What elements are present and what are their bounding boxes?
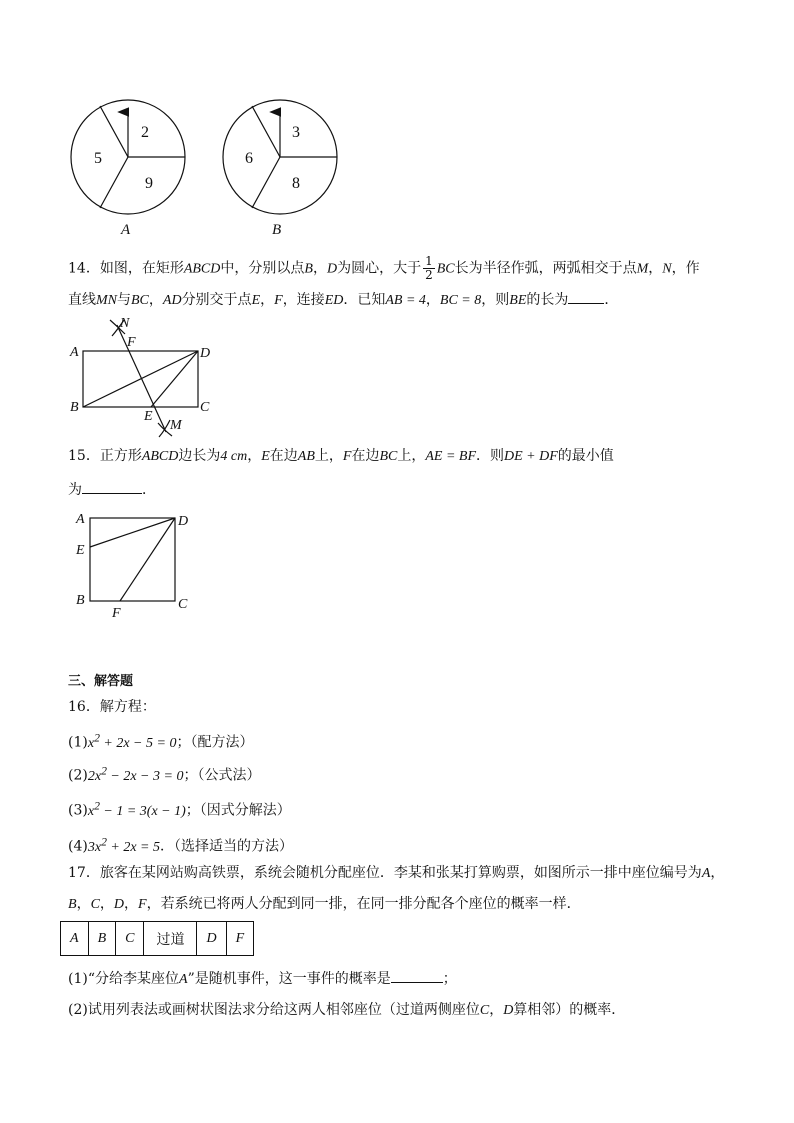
q14-segment-bd — [83, 351, 198, 407]
q15-line-2: 为 ． — [68, 479, 156, 500]
q17-sub-1: (1)“分给李某座位A”是随机事件，这一事件的概率是 ； — [68, 968, 457, 990]
q15-number: 15． — [68, 448, 100, 464]
q14-segment-ed — [151, 351, 198, 407]
q14-figure — [60, 310, 230, 440]
q17-line-2: B，C，D，F，若系统已将两人分配到同一排，在同一排分配各个座位的概率一样． — [68, 896, 581, 912]
spinner-a-sector-top: 2 — [141, 124, 149, 141]
q16-equation-4: $3x^2 + 2x = 5$ — [87, 835, 160, 855]
seat-f: F — [226, 922, 254, 956]
seat-aisle: 过道 — [144, 922, 197, 956]
spinner-a — [71, 100, 185, 214]
q16-equation-3: $x^2 - 1 = 3(x - 1)$ — [87, 799, 186, 819]
q15-segment-fd — [120, 518, 175, 601]
q17-answer-blank — [391, 968, 443, 983]
fraction-one-half: $\frac{1}{2}$ — [425, 254, 433, 282]
q17-sub-2: (2)试用列表法或画树状图法求分给这两人相邻座位（过道两侧座位C，D算相邻）的概率． — [68, 1002, 626, 1018]
q14-label-n: N — [120, 316, 130, 331]
spinner-b-sector-left: 6 — [245, 150, 253, 167]
spinner-b-label: B — [272, 222, 282, 238]
q14-number: 14． — [68, 260, 100, 277]
seat-a: A — [61, 922, 89, 956]
q15-figure — [60, 505, 210, 625]
q14-line-2: 直线MN与BC，AD分别交于点E，F，连接ED．已知AB = 4，BC = 8，则BE的长为 ． — [68, 289, 618, 311]
section-heading: 三、解答题 — [68, 674, 134, 689]
q17-line-1: 17．旅客在某网站购高铁票，系统会随机分配座位．李某和张某打算购票，如图所示一排中座位编号为A， — [68, 865, 725, 881]
q14-label-b: B — [70, 400, 79, 415]
q14-label-f: F — [127, 335, 136, 350]
spinner-b-sector-bottom: 8 — [292, 175, 300, 192]
q16-title: 16．解方程： — [68, 699, 156, 715]
q16-item-1: $(1)x^2 + 2x - 5 = 0$；（配方法） — [68, 731, 254, 751]
q15-label-d: D — [178, 514, 189, 529]
q15-square — [90, 518, 175, 601]
seat-b: B — [88, 922, 116, 956]
q14-line-mn — [117, 325, 166, 432]
q16-item-4: $(4)3x^2 + 2x = 5$．（选择适当的方法） — [68, 835, 293, 855]
q15-label-a: A — [76, 512, 85, 527]
q14-label-e: E — [144, 409, 153, 424]
q15-label-c: C — [178, 597, 188, 612]
q14-label-m: M — [170, 418, 182, 433]
q14-answer-blank — [568, 289, 604, 304]
q16-equation-2: $2x^2 - 2x - 3 = 0$ — [87, 764, 184, 784]
spinner-a-sector-left: 5 — [94, 150, 102, 167]
q14-line-1: 14．如图，在矩形ABCD中，分别以点B，D为圆心，大于 $\frac{1}{2}$ BC长为半径作弧，两弧相交于点M，N，作 — [68, 254, 700, 282]
q16-item-3: $(3)x^2 - 1 = 3(x - 1)$；（因式分解法） — [68, 799, 291, 819]
q14-label-d: D — [200, 346, 211, 361]
spinner-b — [223, 100, 337, 214]
q16-item-2: $(2)2x^2 - 2x - 3 = 0$；（公式法） — [68, 764, 261, 784]
spinner-a-sector-bottom: 9 — [145, 175, 153, 192]
q14-label-a: A — [70, 345, 79, 360]
q15-line-1: 15．正方形ABCD边长为4 cm，E在边AB上，F在边BC上，AE = BF．则DE + DF的最小值 — [68, 448, 614, 464]
seat-d: D — [197, 922, 226, 956]
q15-segment-ed — [90, 518, 175, 547]
q15-label-e: E — [76, 543, 85, 558]
spinner-figures — [60, 90, 360, 240]
q15-label-b: B — [76, 593, 85, 608]
seat-row-table — [60, 921, 254, 956]
q14-label-c: C — [200, 400, 210, 415]
spinner-a-label: A — [121, 222, 131, 238]
spinner-b-sector-top: 3 — [292, 124, 300, 141]
q15-label-f: F — [112, 606, 121, 621]
seat-c: C — [116, 922, 144, 956]
q15-answer-blank — [82, 479, 142, 494]
q16-equation-1: $x^2 + 2x - 5 = 0$ — [87, 731, 177, 751]
